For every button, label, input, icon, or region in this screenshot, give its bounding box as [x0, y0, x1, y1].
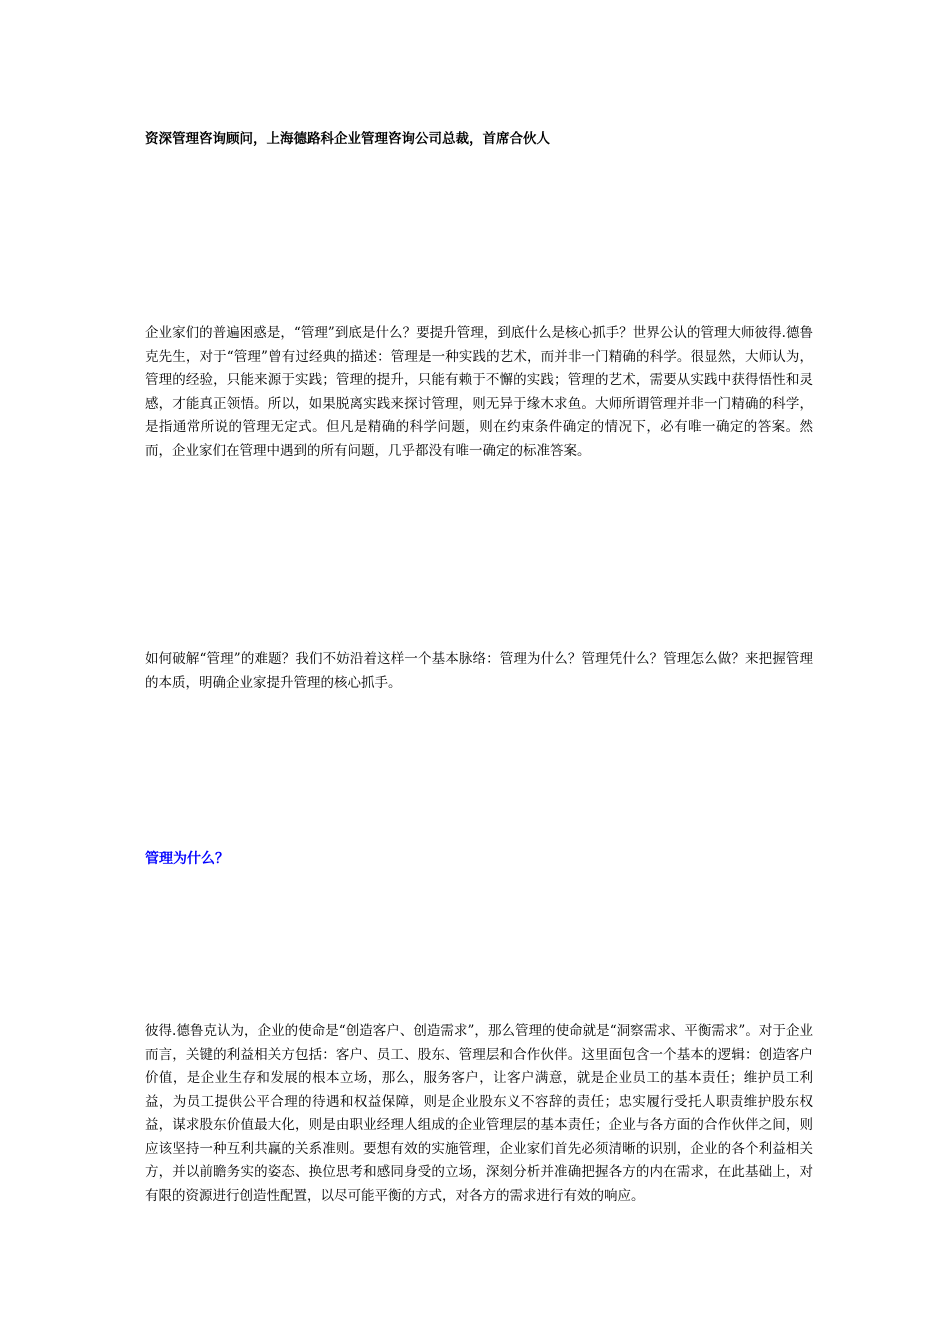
- question-paragraph: 如何破解“管理”的难题？我们不妨沿着这样一个基本脉络：管理为什么？管理凭什么？管理怎么做？来把握管理的本质，明确企业家提升管理的核心抓手。: [145, 651, 813, 691]
- section-heading: 管理为什么？: [145, 851, 229, 867]
- intro-paragraph: 企业家们的普遍困惑是，“管理”到底是什么？要提升管理，到底什么是核心抓手？世界公认的管理大师彼得.德鲁克先生，对于“管理”曾有过经典的描述：管理是一种实践的艺术，而并非一门精确的科学。很显然，大师认为，管理的经验，只能来源于实践；管理的提升，只能有赖于不懈的实践；管理的艺术，需要从实践中获得悟性和灵感，才能真正领悟。所以，如果脱离实践来探讨管理，则无异于缘木求鱼。大师所谓管理并非一门精确的科学，是指通常所说的管理无定式。但凡是精确的科学问题，则在约束条件确定的情况下，必有唯一确定的答案。然而，企业家们在管理中遇到的所有问题，几乎都没有唯一确定的标准答案。: [145, 325, 813, 459]
- mission-paragraph: 彼得.德鲁克认为，企业的使命是“创造客户、创造需求”，那么管理的使命就是“洞察需求、平衡需求”。对于企业而言，关键的利益相关方包括：客户、员工、股东、管理层和合作伙伴。这里面包含一个基本的逻辑：创造客户价值，是企业生存和发展的根本立场，那么，服务客户，让客户满意，就是企业员工的基本责任；维护员工利益，为员工提供公平合理的待遇和权益保障，则是企业股东义不容辞的责任；忠实履行受托人职责维护股东权益，谋求股东价值最大化，则是由职业经理人组成的企业管理层的基本责任；企业与各方面的合作伙伴之间，则应该坚持一种互利共赢的关系准则。要想有效的实施管理，企业家们首先必须清晰的识别，企业的各个利益相关方，并以前瞻务实的姿态、换位思考和感同身受的立场，深刻分析并准确把握各方的内在需求，在此基础上，对有限的资源进行创造性配置，以尽可能平衡的方式，对各方的需求进行有效的响应。: [145, 1023, 813, 1204]
- author-bio-line: 资深管理咨询顾问，上海德路科企业管理咨询公司总裁，首席合伙人: [145, 131, 550, 147]
